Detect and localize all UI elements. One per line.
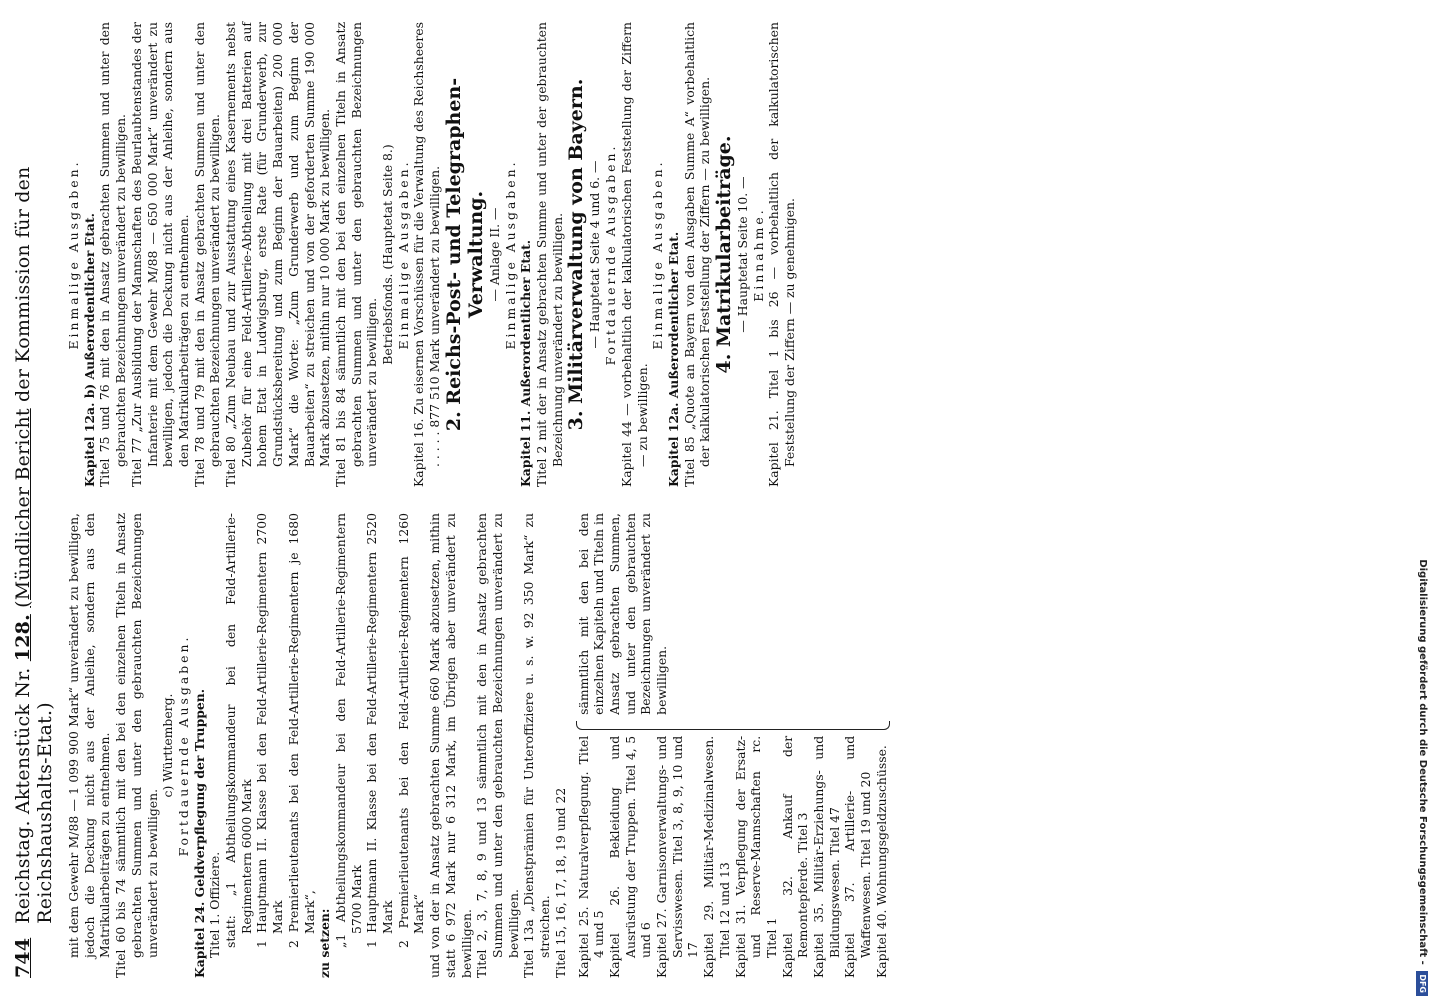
digitization-sidebar [1413, 0, 1432, 1000]
kapitel-bracket-block [576, 513, 890, 978]
paragraph: Einmalige Ausgaben. [502, 159, 518, 350]
paragraph: Titel 75 und 76 mit den in Ansatz gebrachten Summen und unter den gebrauchten Bezeichnungen unverändert zu bewilligen. [97, 22, 129, 487]
paragraph: — Hauptetat Seite 4 und 6. — [587, 160, 603, 349]
paragraph: Titel 80 „Zum Neubau und zur Ausstattung eines Kasernements nebst Zubehör für eine Feld-Artillerie-Abtheilung mit drei Batterien auf hohem Etat in Ludwigsburg, erste Rate (für Grunderwerb, zur Grundstücksbereitung und zum Beginn der Bauarbeiten) 200 000 Mark“ die Worte: „Zum Grunderwerb und zum Beginn der Bauarbeiten“ zu streichen und von der geforderten Summe 190 000 Mark abzusetzen, mithin nur 10 000 Mark zu bewilligen. [223, 22, 333, 487]
doc-number: 128. [12, 614, 34, 662]
title-rest: der Kommission für den Reichshaushalts-Etat.) [12, 166, 56, 924]
paragraph: Fortdauernde Ausgaben. [175, 634, 191, 857]
right-paragraphs [66, 22, 798, 487]
bracket-item: Kapitel 29. Militär-Medizinalwesen. Titel 12 und 13 [701, 735, 732, 978]
bracket-item: Kapitel 32. Ankauf der Remontepferde. Titel 3 [779, 735, 811, 978]
paragraph: Titel 2 mit der in Ansatz gebrachten Summe und unter der gebrauchten Bezeichnung unverändert zu bewilligen. [533, 22, 565, 487]
paragraph: Titel 81 bis 84 sämmtlich mit den bei den einzelnen Titeln in Ansatz gebrachten Summen und unter den gebrauchten Bezeichnungen unverändert zu bewilligen. [332, 22, 380, 487]
paragraph: Fortdauernde Ausgaben. [603, 143, 619, 366]
dfg-logo: DFG [1416, 971, 1428, 996]
paragraph: zu setzen: [317, 908, 333, 978]
paragraph: — Hauptetat Seite 10. — [735, 176, 751, 333]
bracket-item: Kapitel 37. Artillerie- und Waffenwesen. Titel 19 und 20 [842, 735, 874, 978]
paragraph: und von der in Ansatz gebrachten Summe 660 Mark abzusetzen, mithin statt 6 972 Mark nur 6 312 Mark, im Übrigen aber unverändert zu bewilligen. [427, 513, 474, 978]
paragraph: Kapitel 16. Zu eisernen Vorschüssen für die Verwaltung des Reichsheeres . . . . . 877 510 Mark unverändert zu bewilligen. [411, 22, 443, 487]
paragraph: 3. Militärverwaltung von Bayern. [565, 78, 588, 431]
right-column [66, 22, 890, 487]
paragraph: Einmalige Ausgaben. [650, 159, 666, 350]
paragraph: Einmalige Ausgaben. [395, 159, 411, 350]
paragraph: Titel 15, 16, 17, 18, 19 und 22 [552, 787, 568, 978]
paragraph: Kapitel 12a. Außerordentlicher Etat. [665, 231, 681, 487]
paragraph: statt: „1 Abtheilungskommandeur bei den Feld-Artillerie-Regimentern 6000 Mark [223, 513, 254, 948]
paragraph: Kapitel 44 — vorbehaltlich der kalkulatorischen Feststellung der Ziffern — zu bewilligen. [618, 22, 650, 487]
paragraph: Titel 1. Offiziere. [207, 851, 223, 958]
bracket-list [576, 736, 890, 978]
paragraph: 1 Hauptmann II. Klasse bei den Feld-Artillerie-Regimentern 2520 Mark [364, 513, 396, 948]
paragraph: Einmalige Ausgaben. [66, 159, 81, 350]
bracket-item: Kapitel 40. Wohnungsgeldzuschüsse. [873, 745, 889, 978]
bracket-item: Kapitel 27. Garnisonverwaltungs- und Servisswesen. Titel 3, 8, 9, 10 und 17 [654, 735, 701, 978]
paragraph: mit dem Gewehr M/88 — 1 099 900 Mark“ unverändert zu bewilligen, jedoch die Deckung nicht aus der Anleihe, sondern aus den Matrikularbeiträgen zu entnehmen. [66, 513, 113, 958]
left-paragraphs [66, 513, 569, 978]
paragraph: 4. Matrikularbeiträge. [713, 135, 736, 374]
bracket-item: Kapitel 31. Verpflegung der Ersatz- und Reserve-Mannschaften rc. Titel 1 [732, 735, 779, 978]
bracket-item: Kapitel 26. Bekleidung und Ausrüstung der Truppen. Titel 4, 5 und 6 [606, 735, 654, 978]
paragraph: „1 Abtheilungskommandeur bei den Feld-Artillerie-Regimentern 5700 Mark [332, 513, 364, 948]
bracket-item: Kapitel 35. Militär-Erziehungs- und Bildungswesen. Titel 47 [811, 735, 842, 978]
paragraph: Titel 60 bis 74 sämmtlich mit den bei den einzelnen Titeln in Ansatz gebrachten Summen und unter den gebrauchten Bezeichnungen unverändert zu bewilligen. [113, 513, 160, 978]
paragraph: Titel 85 „Quote an Bayern von den Ausgaben Summe A“ vorbehaltlich der kalkulatorischen Feststellung der Ziffern — zu bewilligen. [681, 22, 713, 487]
title-prefix: Reichstag. Aktenstück Nr. [12, 667, 34, 924]
paragraph: 1 Hauptmann II. Klasse bei den Feld-Artillerie-Regimentern 2700 Mark [254, 513, 286, 948]
page-header [12, 22, 60, 978]
digitization-note: Digitalisierung gefördert durch die Deutsche Forschungsgemeinschaft - [1417, 559, 1428, 965]
paragraph: Titel 13a „Dienstprämien für Unteroffiziere u. s. w. 92 350 Mark“ zu streichen. [521, 513, 553, 978]
bracket-text: sämmtlich mit den bei den einzelnen Kapiteln und Titeln in Ansatz gebrachten Summen, und unter den gebrauchten Bezeichnungen unverändert zu bewilligen. [575, 513, 670, 715]
paragraph: Titel 78 und 79 mit den in Ansatz gebrachten Summen und unter den gebrauchten Bezeichnungen unverändert zu bewilligen. [191, 22, 223, 487]
page-number: 744 [12, 937, 34, 978]
page-title [12, 22, 56, 924]
paragraph: 2 Premierlieutenants bei den Feld-Artillerie-Regimentern 1260 Mark“ [395, 513, 427, 948]
bracket-item: Kapitel 25. Naturalverpflegung. Titel 4 und 5 [575, 735, 607, 978]
paragraph: Betriebsfonds. (Hauptetat Seite 8.) [380, 144, 396, 365]
text-columns [66, 22, 890, 978]
paragraph: Kapitel 24. Geldverpflegung der Truppen. [191, 688, 207, 978]
paragraph: Titel 2, 3, 7, 8, 9 und 13 sämmtlich mit den in Ansatz gebrachten Summen und unter den gebrauchten Bezeichnungen unverändert zu bewilligen. [474, 513, 521, 978]
bracket [576, 721, 890, 730]
paragraph: 2 Premierlieutenants bei den Feld-Artillerie-Regimentern je 1680 Mark“, [285, 513, 317, 948]
paragraph: Kapitel 12a. b) Außerordentlicher Etat. [81, 213, 97, 487]
paragraph: — Anlage II. — [486, 207, 502, 302]
paragraph: Titel 77 „Zur Ausbildung der Mannschaften des Beurlaubtenstandes der Infanterie mit dem Gewehr M/88 — 650 000 Mark“ unverändert zu bewilligen, jedoch die Deckung nicht aus der Anleihe, sondern aus den Matrikularbeiträgen zu entnehmen. [128, 22, 191, 487]
title-underlined: (Mündlicher Bericht [12, 408, 34, 608]
paragraph: Kapitel 11. Außerordentlicher Etat. [518, 239, 534, 487]
paragraph: Kapitel 21. Titel 1 bis 26 — vorbehaltlich der kalkulatorischen Feststellung der Ziffern — zu genehmigen. [766, 22, 798, 487]
paragraph: c) Württemberg. [160, 693, 176, 798]
left-column [66, 513, 890, 978]
paragraph: Einnahme. [750, 207, 766, 302]
paragraph: 2. Reichs-Post- und Telegraphen-Verwaltung. [442, 77, 487, 432]
